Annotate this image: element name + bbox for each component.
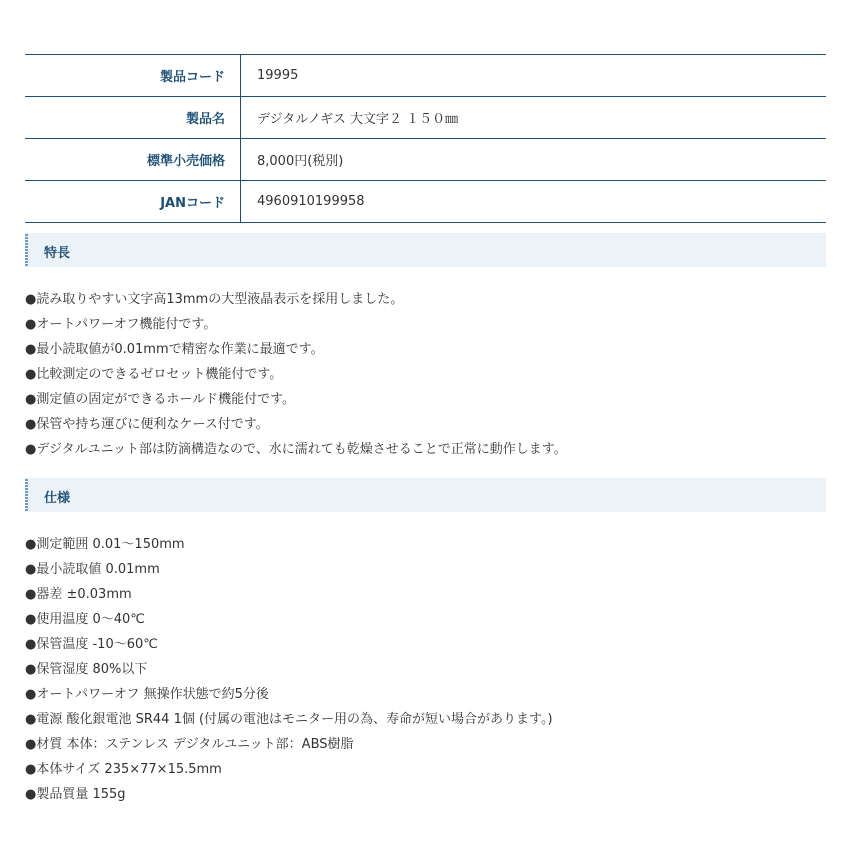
- list-item: ●比較測定のできるゼロセット機能付です。: [25, 367, 283, 382]
- jan-code-value: 4960910199958: [241, 181, 827, 223]
- table-row-product-code: [25, 55, 826, 97]
- section-accent-bar: [25, 234, 28, 267]
- list-item: ●器差 ±0.03mm: [25, 587, 132, 602]
- retail-price-label: 標準小売価格: [25, 139, 241, 181]
- list-item: ●材質 本体：ステンレス デジタルユニット部：ABS樹脂: [25, 737, 354, 752]
- list-item: ●測定値の固定ができるホールド機能付です。: [25, 392, 296, 407]
- features-list: [25, 287, 567, 462]
- list-item: ●オートパワーオフ機能付です。: [25, 317, 217, 332]
- product-info-table: [25, 54, 826, 223]
- specs-section-header: [25, 478, 826, 512]
- section-accent-bar: [25, 479, 28, 512]
- list-item: ●保管湿度 80%以下: [25, 662, 148, 677]
- list-item: ●デジタルユニット部は防滴構造なので、水に濡れても乾燥させることで正常に動作します。: [25, 442, 567, 457]
- list-item: ●オートパワーオフ 無操作状態で約5分後: [25, 687, 269, 702]
- specs-list: [25, 532, 553, 807]
- jan-code-label: JANコード: [25, 181, 241, 223]
- retail-price-value: 8,000円(税別): [241, 139, 827, 181]
- product-code-label: 製品コード: [25, 55, 241, 97]
- product-name-value: デジタルノギス 大文字２ １５０㎜: [241, 97, 827, 139]
- list-item: ●製品質量 155g: [25, 787, 126, 802]
- list-item: ●保管温度 -10～60℃: [25, 637, 158, 652]
- list-item: ●使用温度 0～40℃: [25, 612, 145, 627]
- list-item: ●最小読取値 0.01mm: [25, 562, 160, 577]
- specs-section-title: 仕様: [44, 491, 71, 506]
- list-item: ●本体サイズ 235×77×15.5mm: [25, 762, 222, 777]
- list-item: ●測定範囲 0.01～150mm: [25, 537, 185, 552]
- features-section-title: 特長: [44, 246, 71, 261]
- table-row-jan-code: [25, 181, 826, 223]
- list-item: ●電源 酸化銀電池 SR44 1個 (付属の電池はモニター用の為、寿命が短い場合があります。): [25, 712, 553, 727]
- features-section-header: [25, 233, 826, 267]
- product-name-label: 製品名: [25, 97, 241, 139]
- table-row-product-name: [25, 97, 826, 139]
- list-item: ●読み取りやすい文字高13mmの大型液晶表示を採用しました。: [25, 292, 404, 307]
- list-item: ●保管や持ち運びに便利なケース付です。: [25, 417, 269, 432]
- list-item: ●最小読取値が0.01mmで精密な作業に最適です。: [25, 342, 324, 357]
- table-row-retail-price: [25, 139, 826, 181]
- product-code-value: 19995: [241, 55, 827, 97]
